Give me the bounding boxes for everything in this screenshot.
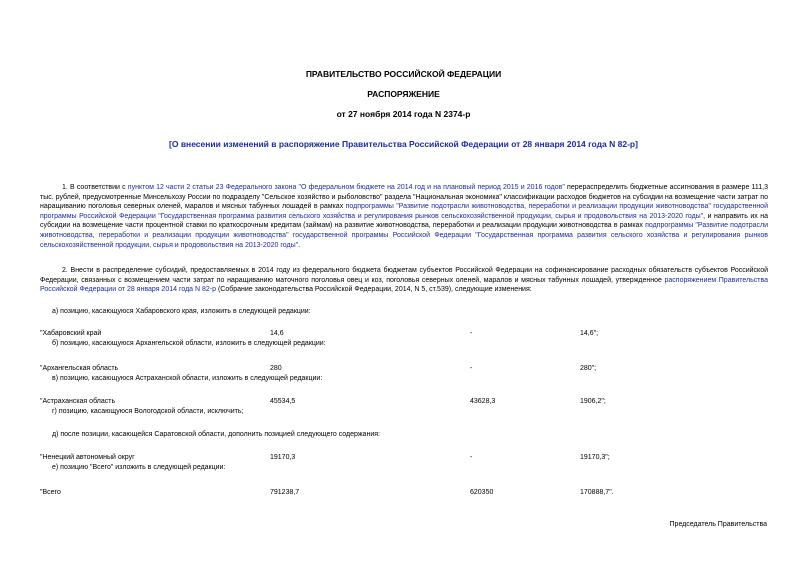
issuer-heading: ПРАВИТЕЛЬСТВО РОССИЙСКОЙ ФЕДЕРАЦИИ	[305, 69, 502, 79]
row-b-federal: -	[470, 365, 473, 372]
row-f-regional: 170888,7".	[580, 489, 614, 496]
order-link[interactable]: распоряжением Правительства Российской Федерации от 28 января 2014 года N 82-р	[40, 276, 768, 294]
row-b-regional: 280";	[580, 365, 597, 372]
row-a-region: "Хабаровский край	[40, 330, 102, 337]
document-title	[0, 140, 807, 150]
para2-text-2: (Собрание законодательства Российской Федерации, 2014, N 5, ст.539), следующие изменения:	[216, 286, 532, 294]
row-e-region: "Ненецкий автономный округ	[40, 454, 135, 461]
row-a-regional: 14,6";	[580, 330, 599, 337]
title-prefix: [О внесении изменений в	[169, 139, 279, 149]
subprogram-link-2[interactable]: подпрограммы "Развитие подотрасли животноводства, переработки и реализации продукции животноводства" государственной программы Российской Федерации "Государственная программа развития сельского хозяйства и регулирования рынков сельскохозяйственной продукции, сырья и продовольствия на 2013-2020 годы"	[40, 222, 769, 249]
law-link[interactable]: пунктом 12 части 2 статьи 23 Федерального закона "О федеральном бюджете на 2014 год и на плановый период 2015 и 2016 годов"	[127, 184, 565, 191]
row-f-federal: 620350	[470, 489, 494, 496]
para1-text-1: 1. В соответствии с	[62, 184, 128, 191]
row-c-total: 45534,5	[270, 398, 296, 405]
row-c-federal: 43628,3	[470, 398, 496, 405]
document-date-number: от 27 ноября 2014 года N 2374-р	[336, 109, 471, 119]
row-f-total: 791238,7	[270, 489, 300, 496]
row-c-regional: 1906,2";	[580, 398, 606, 405]
subprogram-link-1[interactable]: подпрограммы "Развитие подотрасли животноводства, переработки и реализации продукции животноводства" государственной программы Российской Федерации "Государственная программа развития сельского хозяйства и регулирования рынков сельскохозяйственной продукции, сырья и продовольствия на 2013-2020 годы"	[40, 203, 768, 220]
item-a: а) позицию, касающуюся Хабаровского края, изложить в следующей редакции:	[52, 308, 311, 315]
item-d: г) позицию, касающуюся Вологодской области, исключить;	[52, 408, 244, 415]
row-b-region: "Архангельская область	[40, 365, 119, 372]
item-f: е) позицию "Всего" изложить в следующей редакции:	[52, 464, 226, 471]
title-suffix: ]	[635, 139, 638, 149]
paragraph-2	[40, 266, 768, 295]
item-e: д) после позиции, касающейся Саратовской области, дополнить позицией следующего содержания:	[52, 431, 380, 438]
row-e-total: 19170,3	[270, 454, 296, 461]
item-b: б) позицию, касающуюся Архангельской области, изложить в следующей редакции:	[52, 340, 326, 347]
document-type: РАСПОРЯЖЕНИЕ	[367, 89, 440, 99]
row-a-total: 14,6	[270, 330, 284, 337]
row-e-federal: -	[470, 454, 473, 461]
row-a-federal: -	[470, 330, 473, 337]
para1-text-4: .	[298, 241, 301, 249]
row-c-region: "Астраханская область	[40, 398, 116, 405]
signature: Председатель Правительства	[669, 521, 767, 528]
para2-text-1: 2. Внести в распределение субсидий, предоставляемых в 2014 году из федерального бюджета бюджетам субъектов Российской Федерации на софинансирование расходных обязательств субъектов Российской Федерации, связанных с возмещением части затрат по наращиванию маточного поголовья овец и коз, поголовья северных оленей, маралов и мясных табунных лошадей, утвержденное	[40, 267, 768, 284]
title-link[interactable]: распоряжение Правительства Российской Федерации от 28 января 2014 года N 82-р	[278, 139, 636, 149]
para1-text-3: , и направить их на субсидии на возмещение части процентной ставки по краткосрочным кредитам (займам) на развитие животноводства, переработки и реализации продукции животноводства в рамках	[40, 212, 768, 230]
row-f-region: "Всего	[40, 489, 61, 496]
row-b-total: 280	[270, 365, 282, 372]
row-e-regional: 19170,3";	[580, 454, 610, 461]
item-c: в) позицию, касающуюся Астраханской области, изложить в следующей редакции:	[52, 375, 323, 382]
paragraph-1	[40, 183, 768, 250]
para1-text-2: перераспределить бюджетные ассигнования в размере 111,3 тыс. рублей, предусмотренные Минсельхозу России по подразделу "Сельское хозяйство и рыболовство" раздела "Национальная экономика" классификации расходов бюджетов на субсидии на возмещение части затрат по наращиванию поголовья северных оленей, маралов и мясных табунных лошадей в рамках	[40, 184, 768, 211]
